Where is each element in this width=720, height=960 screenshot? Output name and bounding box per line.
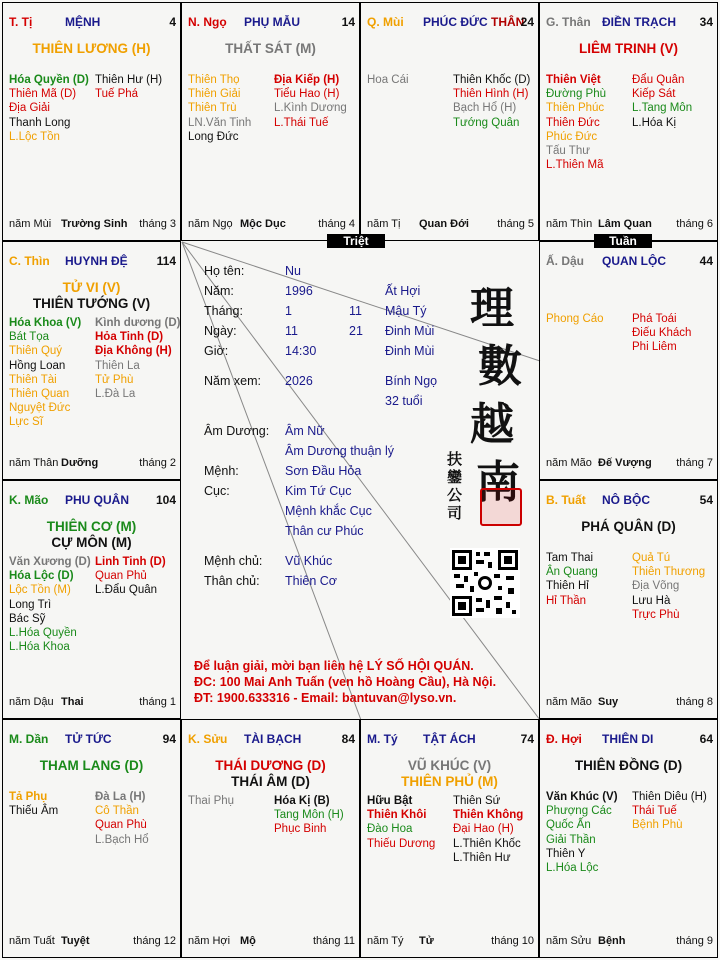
palace-name: PHU QUÂN <box>65 493 130 507</box>
star-item: Hóa Quyền (D) <box>9 74 89 86</box>
palace-footer <box>188 935 355 949</box>
palace-position: C. Thìn <box>9 254 50 268</box>
left-stars <box>9 555 91 654</box>
star-item: Kình dương (D) <box>95 317 181 329</box>
star-item: Thiếu Dương <box>367 837 436 850</box>
palace-name: MỆNH <box>65 15 101 29</box>
palace-name: TỬ TỨC <box>65 732 112 746</box>
star-item: Thiên Đức <box>546 116 600 129</box>
footer-year: năm Mão <box>546 457 592 469</box>
star-item: L.Lộc Tồn <box>9 130 60 143</box>
calligraphy-char-1: 理 <box>470 283 514 334</box>
than-chu-label: Thân chủ: <box>204 574 260 588</box>
palace-number: 24 <box>520 15 534 29</box>
star-item: Điếu Khách <box>632 327 692 340</box>
cuc-label: Cục: <box>204 484 230 498</box>
star-item: Thiên Thọ <box>188 74 240 86</box>
footer-year: năm Hợi <box>188 935 231 947</box>
star-item: Văn Khúc (V) <box>546 791 618 803</box>
palace-position: T. Tị <box>9 15 33 29</box>
star-item: Bệnh Phù <box>632 819 683 832</box>
star-item: Thiên Tài <box>9 373 57 386</box>
palace-position: Đ. Hợi <box>546 732 582 746</box>
footer-life-stage: Trường Sinh <box>61 218 128 230</box>
am-duong-value: Âm Nữ <box>285 424 325 438</box>
star-item: L.Hóa Lộc <box>546 862 599 875</box>
menh-value: Sơn Đầu Hỏa <box>285 464 362 478</box>
star-item: Thiên Hình (H) <box>453 88 529 101</box>
palace-tuat <box>539 480 718 719</box>
star-item: Thiên Quan <box>9 388 70 401</box>
star-item: L.Thiên Hư <box>453 851 511 864</box>
tuan-tag: Tuần <box>594 234 652 248</box>
star-item: Tả Phụ <box>9 791 48 803</box>
footer-year: năm Tý <box>367 935 404 947</box>
star-item: Địa Kiếp (H) <box>274 74 340 86</box>
star-item: L.Hóa Quyền <box>9 627 77 640</box>
star-item: Hóa Kị (B) <box>274 795 330 807</box>
footer-year: năm Mùi <box>9 218 52 230</box>
contact-line-1: Để luận giải, mời bạn liên hệ LÝ SỐ HỘI QUÁN. <box>194 659 474 673</box>
star-item: Địa Giải <box>9 102 50 115</box>
palace-name: ĐIỀN TRẠCH <box>602 15 676 29</box>
star-item: Đà La (H) <box>95 791 146 803</box>
right-stars <box>95 555 166 598</box>
palace-number: 54 <box>699 493 713 507</box>
palace-footer <box>9 457 176 471</box>
palace-suu <box>181 719 360 958</box>
palace-position: G. Thân <box>546 15 591 29</box>
star-item: Thiên Quý <box>9 345 63 358</box>
main-star: THIÊN TƯỚNG (V) <box>32 296 151 311</box>
star-item: Quan Phù <box>95 819 147 832</box>
footer-year: năm Tuất <box>9 935 55 947</box>
palace-position: M. Tý <box>367 732 398 746</box>
footer-month: tháng 11 <box>312 935 355 947</box>
than-cu-value: Thân cư Phúc <box>285 524 364 538</box>
ho-ten-label: Họ tên: <box>204 264 245 278</box>
star-item: Nguyệt Đức <box>9 402 71 415</box>
palace-footer <box>546 457 713 471</box>
star-item: Văn Xương (D) <box>9 556 91 568</box>
am-duong-label: Âm Dương: <box>204 424 270 438</box>
palace-than <box>539 2 718 241</box>
right-stars <box>453 73 530 130</box>
star-item: Thai Phụ <box>188 795 235 807</box>
footer-life-stage: Tử <box>419 935 434 947</box>
palace-position: M. Dần <box>9 732 49 746</box>
main-star: THÁI DƯƠNG (D) <box>215 758 326 773</box>
am-duong-note: Âm Dương thuận lý <box>285 444 394 458</box>
ho-ten-value: Nu <box>285 264 301 278</box>
right-stars <box>632 312 691 355</box>
star-item: Tam Thai <box>546 552 594 564</box>
star-item: Hữu Bật <box>367 795 413 807</box>
footer-month: tháng 12 <box>133 935 176 947</box>
footer-life-stage: Đế Vượng <box>598 457 652 469</box>
left-stars <box>546 73 606 172</box>
footer-month: tháng 1 <box>139 696 176 708</box>
left-stars <box>546 790 618 875</box>
star-item: Hoa Cái <box>367 74 409 86</box>
right-stars <box>632 73 692 130</box>
palace-number: 114 <box>156 254 176 268</box>
star-item: Bát Tọa <box>9 331 50 344</box>
nam-label: Năm: <box>204 284 234 298</box>
star-item: Tấu Thư <box>546 145 590 158</box>
left-stars <box>9 316 81 430</box>
main-star: THAM LANG (D) <box>39 758 144 773</box>
star-item: Trực Phù <box>632 608 680 621</box>
cuc-value: Kim Tứ Cục <box>285 484 352 498</box>
triet-tag: Triệt <box>327 234 385 248</box>
thang-value: 1 <box>285 304 292 318</box>
palace-header <box>188 732 355 746</box>
palace-position: B. Tuất <box>546 493 586 507</box>
right-stars <box>632 551 705 622</box>
main-star: THIÊN ĐỒNG (D) <box>574 758 683 773</box>
footer-month: tháng 2 <box>139 457 176 469</box>
palace-position: N. Ngọ <box>188 15 227 29</box>
cuc-note: Mệnh khắc Cục <box>285 504 372 518</box>
right-stars <box>453 794 523 865</box>
star-item: Quốc Ấn <box>546 819 591 832</box>
footer-life-stage: Thai <box>61 696 84 708</box>
palace-number: 104 <box>155 493 176 507</box>
footer-year: năm Tị <box>367 218 401 230</box>
star-item: Linh Tinh (D) <box>95 556 166 568</box>
contact-line-2: ĐC: 100 Mai Anh Tuấn (ven hồ Hoàng Cầu), Hà Nội. <box>194 675 497 689</box>
star-item: L.Tang Môn <box>632 102 693 115</box>
footer-month: tháng 6 <box>676 218 713 230</box>
palace-header <box>546 254 713 268</box>
star-item: Hỉ Thần <box>546 594 587 607</box>
nam-canchi: Ất Hợi <box>385 284 421 298</box>
palace-footer <box>367 935 534 949</box>
right-stars <box>95 73 162 101</box>
palace-position: Q. Mùi <box>367 15 404 29</box>
footer-month: tháng 9 <box>676 935 713 947</box>
palace-position: K. Mão <box>9 493 49 507</box>
palace-footer <box>546 696 713 710</box>
gio-label: Giờ: <box>204 344 229 358</box>
main-star: THIÊN PHỦ (M) <box>401 774 498 789</box>
star-item: Thiên Giải <box>188 88 241 101</box>
palace-footer <box>546 218 713 232</box>
star-item: Thiên Khôi <box>367 809 427 822</box>
star-item: Thiên Khốc (D) <box>453 74 531 86</box>
footer-year: năm Ngọ <box>188 218 233 230</box>
nam-xem-canchi: Bính Ngọ <box>385 374 438 388</box>
palace-footer <box>546 935 713 949</box>
menh-chu-value: Vũ Khúc <box>285 554 333 568</box>
gio-value: 14:30 <box>285 344 317 358</box>
palace-name: PHỤ MẪU <box>244 15 300 29</box>
footer-month: tháng 7 <box>676 457 713 469</box>
star-item: L.Thái Tuế <box>274 116 329 129</box>
palace-name: TÀI BẠCH <box>244 732 302 746</box>
star-item: L.Đà La <box>95 388 136 401</box>
main-star: CỰ MÔN (M) <box>51 535 132 550</box>
star-item: Đẩu Quân <box>632 74 685 86</box>
star-item: Quan Phủ <box>95 570 147 583</box>
palace-footer <box>367 218 534 232</box>
palace-header <box>9 15 176 29</box>
star-item: L.Thiên Khốc <box>453 837 521 850</box>
star-item: Thiên Việt <box>546 74 601 86</box>
star-item: Tuế Phá <box>95 88 139 101</box>
star-item: Thiên Không <box>453 809 524 822</box>
star-item: Ân Quang <box>546 566 598 579</box>
tuoi-value: 32 tuổi <box>385 394 423 408</box>
ngay-canchi: Đinh Mùi <box>385 324 435 338</box>
palace-mao <box>2 480 181 719</box>
menh-chu-label: Mệnh chủ: <box>204 554 263 568</box>
star-item: Kiếp Sát <box>632 88 676 101</box>
star-item: Thiên Hỉ <box>546 580 589 593</box>
main-star: THIÊN CƠ (M) <box>46 519 137 534</box>
star-item: Tiểu Hao (H) <box>274 88 340 101</box>
footer-life-stage: Dưỡng <box>61 457 99 469</box>
palace-header <box>546 15 713 29</box>
palace-position: Ấ. Dậu <box>546 254 585 268</box>
thang-canchi: Mậu Tý <box>385 304 427 318</box>
palace-number: 94 <box>162 732 176 746</box>
calligraphy-char-4: 南 <box>476 457 520 508</box>
star-item: Phá Toái <box>632 313 677 325</box>
left-stars <box>367 794 435 851</box>
palace-number: 64 <box>699 732 713 746</box>
footer-year: năm Sửu <box>546 935 592 947</box>
star-item: Thiên Y <box>546 847 586 860</box>
star-item: Thanh Long <box>9 116 71 129</box>
star-item: Địa Võng <box>632 580 680 593</box>
footer-month: tháng 10 <box>491 935 534 947</box>
star-item: Giải Thần <box>546 833 596 846</box>
palace-header <box>367 15 534 29</box>
star-item: Tử Phù <box>95 373 134 386</box>
palace-footer <box>9 218 176 232</box>
footer-month: tháng 3 <box>139 218 176 230</box>
ngay-lunar: 21 <box>349 324 363 338</box>
calligraphy-char-3: 越 <box>470 399 514 450</box>
star-item: Thiên Hư (H) <box>95 74 163 86</box>
than-chu-value: Thiên Cơ <box>285 574 337 588</box>
right-stars <box>274 794 344 837</box>
thang-label: Tháng: <box>204 304 243 318</box>
star-item: Cô Thần <box>95 805 139 818</box>
palace-header <box>546 493 713 507</box>
right-stars <box>274 73 347 130</box>
star-item: Đường Phù <box>546 88 606 101</box>
star-item: Hồng Loan <box>9 359 66 372</box>
star-item: Tướng Quân <box>453 116 520 129</box>
palace-number: 14 <box>341 15 355 29</box>
star-item: Tang Môn (H) <box>274 809 344 822</box>
palace-thin <box>2 241 181 480</box>
left-stars <box>188 73 251 144</box>
palace-header <box>9 254 176 268</box>
palace-header <box>188 15 355 29</box>
star-item: Lộc Tồn (M) <box>9 584 71 597</box>
star-item: L.Đẩu Quân <box>95 584 158 597</box>
palace-ty <box>360 719 539 958</box>
palace-number: 44 <box>699 254 713 268</box>
palace-mui <box>360 2 539 241</box>
footer-life-stage: Lâm Quan <box>598 218 652 230</box>
menh-label: Mệnh: <box>204 464 239 478</box>
star-item: Thiên Thương <box>632 566 706 579</box>
star-item: L.Hóa Kị <box>632 116 677 129</box>
star-item: L.Hóa Khoa <box>9 641 70 654</box>
star-item: LN.Văn Tinh <box>188 116 252 129</box>
palace-ngo <box>181 2 360 241</box>
star-item: Thiên Trù <box>188 102 237 115</box>
left-stars <box>546 312 604 326</box>
footer-year: năm Dậu <box>9 696 54 708</box>
footer-life-stage: Quan Đới <box>419 218 469 230</box>
star-item: L.Bạch Hổ <box>95 833 149 846</box>
star-item: Long Đức <box>188 130 239 143</box>
star-item: Phục Binh <box>274 823 327 836</box>
star-item: L.Thiên Mã <box>546 159 604 172</box>
star-item: Quả Tú <box>632 552 671 564</box>
left-stars <box>9 73 89 144</box>
left-stars <box>188 794 234 808</box>
star-item: Lực Sĩ <box>9 416 43 429</box>
palace-name: PHÚC ĐỨC <box>423 15 488 29</box>
palace-name: NÔ BỘC <box>602 493 650 507</box>
contact-line-3: ĐT: 1900.633316 - Email: bantuvan@lyso.vn. <box>194 691 457 705</box>
left-stars <box>9 790 58 818</box>
palace-name: THIÊN DI <box>602 732 654 746</box>
palace-footer <box>9 935 176 949</box>
ngay-value: 11 <box>285 324 298 338</box>
main-star: THẤT SÁT (M) <box>225 41 316 56</box>
star-item: Đại Hao (H) <box>453 823 514 836</box>
left-stars <box>367 73 409 87</box>
star-item: Đào Hoa <box>367 823 413 836</box>
footer-life-stage: Bệnh <box>598 935 626 947</box>
main-star: LIÊM TRINH (V) <box>579 41 678 56</box>
palace-name: TẬT ÁCH <box>423 732 476 746</box>
footer-year: năm Thìn <box>546 218 593 230</box>
palace-header <box>546 732 713 746</box>
star-item: Thiên Diêu (H) <box>632 791 707 803</box>
palace-position: K. Sửu <box>188 732 228 746</box>
calligraphy-char-2: 數 <box>478 341 522 392</box>
palace-hoi <box>539 719 718 958</box>
footer-life-stage: Mộc Dục <box>240 218 286 230</box>
star-item: Bác Sỹ <box>9 612 46 625</box>
main-star: VŨ KHÚC (V) <box>407 758 492 773</box>
red-seal-stamp <box>480 488 522 526</box>
palace-number: 74 <box>520 732 534 746</box>
nam-value: 1996 <box>285 284 313 298</box>
palace-number: 4 <box>169 15 176 29</box>
than-marker: THÂN <box>491 15 525 29</box>
right-stars <box>632 790 707 833</box>
star-item: Phong Cáo <box>546 313 604 325</box>
palace-header <box>9 493 176 507</box>
main-star: THÁI ÂM (D) <box>231 774 310 789</box>
star-item: Phúc Đức <box>546 130 598 143</box>
right-stars <box>95 790 149 847</box>
main-star: PHÁ QUÂN (D) <box>581 519 676 534</box>
nam-xem-label: Năm xem: <box>204 374 261 388</box>
palace-ti <box>2 2 181 241</box>
palace-footer <box>9 696 176 710</box>
star-item: Thiên Mã (D) <box>9 88 77 101</box>
ngay-label: Ngày: <box>204 324 237 338</box>
star-item: Địa Không (H) <box>95 345 172 358</box>
star-item: Hỏa Tinh (D) <box>95 331 164 344</box>
star-item: Bạch Hổ (H) <box>453 102 517 115</box>
star-item: Thái Tuế <box>632 805 677 818</box>
star-item: Phượng Các <box>546 805 612 818</box>
palace-footer <box>188 218 355 232</box>
star-item: Thiên Phúc <box>546 102 605 115</box>
right-stars <box>95 316 180 401</box>
palace-number: 84 <box>341 732 355 746</box>
star-item: Thiếu Âm <box>9 805 59 818</box>
star-item: Thiên La <box>95 359 140 372</box>
footer-month: tháng 4 <box>318 218 355 230</box>
palace-dau <box>539 241 718 480</box>
thang-lunar: 11 <box>349 304 362 318</box>
footer-year: năm Mão <box>546 696 592 708</box>
palace-dan <box>2 719 181 958</box>
footer-life-stage: Mộ <box>240 935 256 947</box>
footer-life-stage: Tuyệt <box>61 935 90 947</box>
left-stars <box>546 551 598 608</box>
star-item: Hóa Lộc (D) <box>9 570 74 583</box>
palace-number: 34 <box>699 15 713 29</box>
main-star: THIÊN LƯƠNG (H) <box>32 41 151 56</box>
star-item: Phi Liêm <box>632 341 677 354</box>
palace-name: QUAN LỘC <box>602 254 666 268</box>
footer-month: tháng 5 <box>497 218 534 230</box>
main-star: TỬ VI (V) <box>62 280 121 295</box>
gio-canchi: Đinh Mùi <box>385 344 435 358</box>
nam-xem-value: 2026 <box>285 374 313 388</box>
footer-life-stage: Suy <box>598 696 619 708</box>
star-item: L.Kình Dương <box>274 102 347 115</box>
star-item: Long Trì <box>9 598 52 611</box>
star-item: Thiên Sứ <box>453 795 501 807</box>
footer-month: tháng 8 <box>676 696 713 708</box>
palace-header <box>367 732 534 746</box>
calligraphy-small: 扶鑾公司 <box>447 450 463 522</box>
palace-header <box>9 732 176 746</box>
star-item: Lưu Hà <box>632 594 671 607</box>
palace-name: HUYNH ĐỆ <box>65 254 128 268</box>
qr-code <box>450 548 520 618</box>
star-item: Hóa Khoa (V) <box>9 317 82 329</box>
footer-year: năm Thân <box>9 457 59 469</box>
